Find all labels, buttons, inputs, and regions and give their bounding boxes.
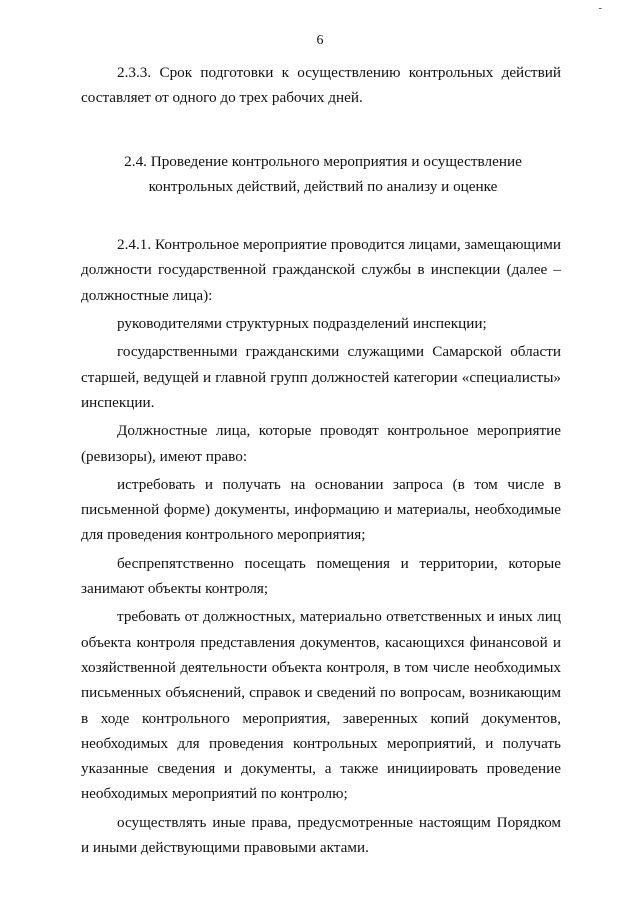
section-heading-2-4: 2.4. Проведение контрольного мероприятия и осуществление контрольных действий, действий по анализу и оценке [124,152,522,195]
corner-mark: - [598,2,602,14]
list-item-right-request: истребовать и получать на основании запроса (в том числе в письменной форме) документы, информацию и материалы, необходимые для проведения контрольного мероприятия; [81,475,561,544]
list-item-right-other: осуществлять иные права, предусмотренные настоящим Порядком и иными действующими правовыми актами. [81,813,561,857]
paragraph-2-4-1: 2.4.1. Контрольное мероприятие проводится лицами, замещающими должности государственной гражданской службы в инспекции (далее – должностные лица): [81,236,561,304]
paragraph-2-3-3: 2.3.3. Срок подготовки к осуществлению контрольных действий составляет от одного до трех рабочих дней. [81,64,561,107]
document-body [81,60,561,860]
list-item-right-visit: беспрепятственно посещать помещения и территории, которые занимают объекты контроля; [81,554,561,598]
paragraph-rights-intro: Должностные лица, которые проводят контрольное мероприятие (ревизоры), имеют право: [81,422,561,465]
list-item-right-demand: требовать от должностных, материально ответственных и иных лиц объекта контроля представления документов, касающихся финансовой и хозяйственной деятельности объекта контроля, в том числе необходимых письменных объяснений, справок и сведений по вопросам, возникающим в ходе контрольного мероприятия, заверенных копий документов, необходимых для проведения контрольных мероприятий, и получать указанные сведения и документы, а также инициировать проведение необходимых мероприятий по контролю; [81,608,561,803]
list-item-heads: руководителями структурных подразделений инспекции; [117,315,487,333]
page-number: 6 [316,33,324,48]
list-item-civil-servants: государственными гражданскими служащими Самарской области старшей, ведущей и главной групп должностей категории «специалисты» инспекции. [81,343,561,411]
